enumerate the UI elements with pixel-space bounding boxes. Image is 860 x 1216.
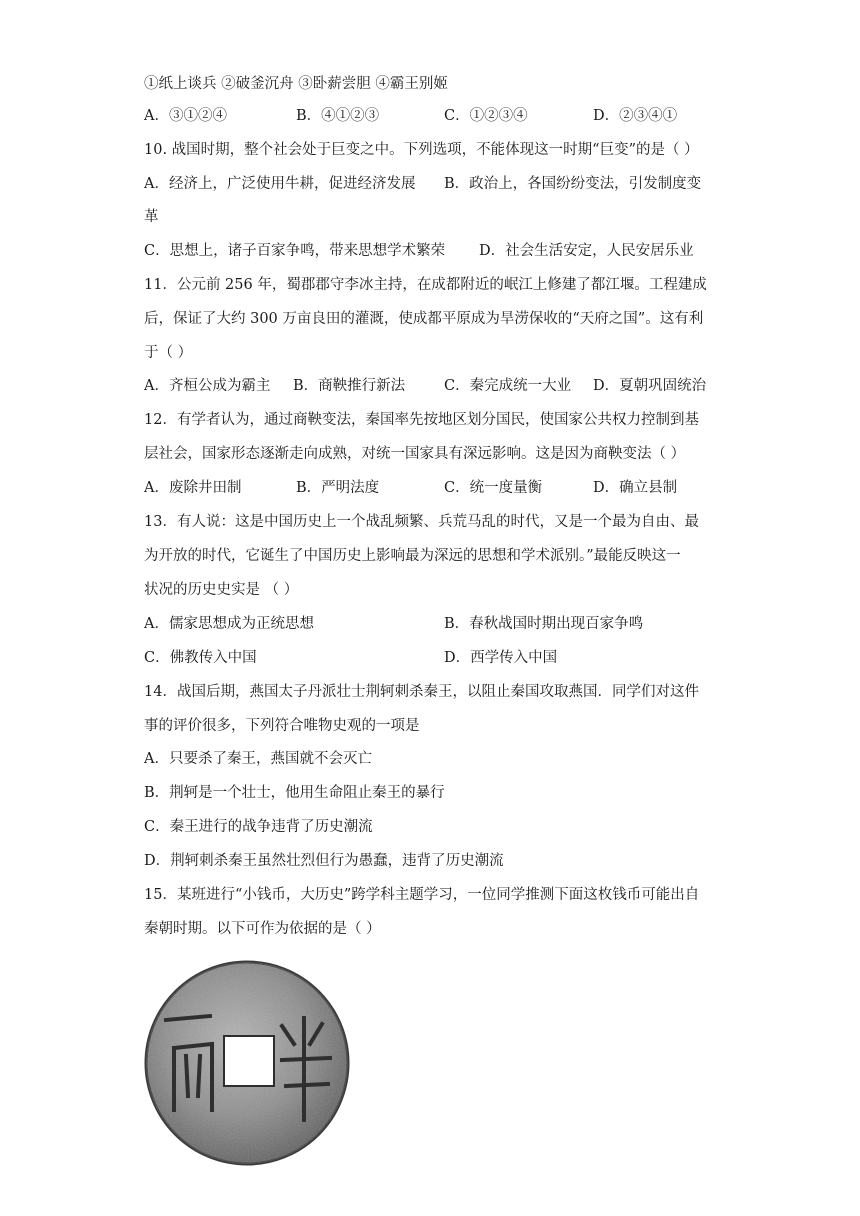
q11-option-c: C．秦完成统一大业 xyxy=(444,378,572,394)
q13-stem-line-1: 13．有人说：这是中国历史上一个战乱频繁、兵荒马乱的时代，又是一个最为自由、最 xyxy=(144,514,699,530)
q14-option-a: A．只要杀了秦王，燕国就不会灭亡 xyxy=(144,751,372,767)
q12-option-d: D．确立县制 xyxy=(593,480,678,496)
q12-option-b: B．严明法度 xyxy=(296,480,380,496)
q9-items: ①纸上谈兵 ②破釜沉舟 ③卧薪尝胆 ④霸王别姬 xyxy=(144,76,448,92)
q9-option-c: C．①②③④ xyxy=(444,108,528,124)
q11-stem-line-1: 11．公元前 256 年，蜀郡郡守李冰主持，在成都附近的岷江上修建了都江堰。工程建成 xyxy=(144,277,707,293)
q10-option-c: C．思想上，诸子百家争鸣，带来思想学术繁荣 xyxy=(144,243,446,259)
q10-option-b-continued: 革 xyxy=(144,209,159,225)
q14-option-d: D．荆轲刺杀秦王虽然壮烈但行为愚蠢，违背了历史潮流 xyxy=(144,853,504,869)
q9-option-d: D．②③④① xyxy=(593,108,678,124)
q10-option-a: A．经济上，广泛使用牛耕，促进经济发展 xyxy=(144,176,416,192)
q14-stem-line-1: 14．战国后期，燕国太子丹派壮士荆轲刺杀秦王，以阻止秦国攻取燕国．同学们对这件 xyxy=(144,684,699,700)
q13-stem-line-2: 为开放的时代，它诞生了中国历史上影响最为深远的思想和学术派别。”最能反映这一 xyxy=(144,548,681,564)
q9-option-a: A．③①②④ xyxy=(144,108,227,124)
q15-stem-line-1: 15．某班进行“小钱币，大历史”跨学科主题学习，一位同学推测下面这枚钱币可能出自 xyxy=(144,887,700,903)
q14-option-c: C．秦王进行的战争违背了历史潮流 xyxy=(144,819,373,835)
q11-option-b: B．商鞅推行新法 xyxy=(293,378,406,394)
q13-option-a: A．儒家思想成为正统思想 xyxy=(144,616,314,632)
q14-option-b: B．荆轲是一个壮士，他用生命阻止秦王的暴行 xyxy=(144,785,445,801)
q15-stem-line-2: 秦朝时期。以下可作为依据的是（ ） xyxy=(144,921,381,937)
q13-stem-line-3: 状况的历史史实是 （ ） xyxy=(144,582,299,598)
q12-stem-line-1: 12．有学者认为，通过商鞅变法，秦国率先按地区划分国民，使国家公共权力控制到基 xyxy=(144,412,699,428)
q9-option-b: B．④①②③ xyxy=(296,108,380,124)
q11-stem-line-2: 后，保证了大约 300 万亩良田的灌溉，使成都平原成为旱涝保收的“天府之国”。这有利 xyxy=(144,311,704,327)
q10-option-b: B．政治上，各国纷纷变法，引发制度变 xyxy=(444,176,702,192)
q11-option-d: D．夏朝巩固统治 xyxy=(593,378,707,394)
q11-option-a: A．齐桓公成为霸主 xyxy=(144,378,271,394)
q12-option-a: A．废除井田制 xyxy=(144,480,242,496)
q12-option-c: C．统一度量衡 xyxy=(444,480,543,496)
q11-stem-line-3: 于（ ） xyxy=(144,345,193,361)
q13-option-d: D．西学传入中国 xyxy=(444,650,558,666)
q10-option-d: D．社会生活安定，人民安居乐业 xyxy=(479,243,694,259)
banliang-coin-image xyxy=(144,960,350,1166)
q13-option-b: B．春秋战国时期出现百家争鸣 xyxy=(444,616,644,632)
q13-option-c: C．佛教传入中国 xyxy=(144,650,257,666)
q14-stem-line-2: 事的评价很多，下列符合唯物史观的一项是 xyxy=(144,718,420,734)
q12-stem-line-2: 层社会，国家形态逐渐走向成熟，对统一国家具有深远影响。这是因为商鞅变法（ ） xyxy=(144,446,686,462)
coin-square-hole xyxy=(224,1036,274,1086)
q10-stem: 10. 战国时期，整个社会处于巨变之中。下列选项，不能体现这一时期“巨变”的是（ ） xyxy=(144,142,699,158)
